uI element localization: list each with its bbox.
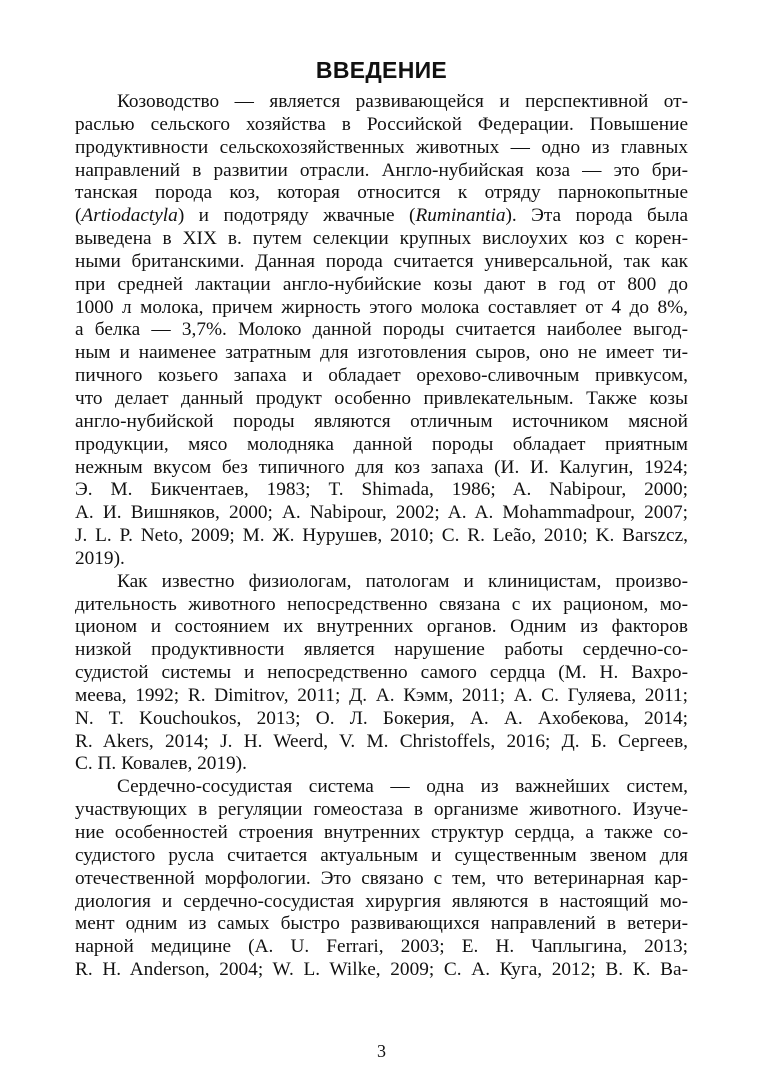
text-line-with-italics: (Artiodactyla) и подотряду жвачные (Ruminantia). Эта порода была <box>75 205 688 227</box>
text-line: продуктивности сельскохозяйственных животных — одно из главных <box>75 136 688 158</box>
text-line: ние особенностей строения внутренних структур сердца, а также со- <box>75 822 688 843</box>
text-line: участвующих в регуляции гомеостаза в организме животного. Изуче- <box>75 799 688 821</box>
latin-term: Artiodactyla <box>81 205 178 227</box>
text-line: А. И. Вишняков, 2000; A. Nabipour, 2002; A. A. Mohammadpour, 2007; <box>75 502 688 524</box>
text-line: танская порода коз, которая относится к отряду парнокопытные <box>75 182 688 204</box>
text-line: низкой продуктивности является нарушение работы сердечно-со- <box>75 639 688 661</box>
text-line: что делает данный продукт особенно привлекательным. Также козы <box>75 387 688 409</box>
text-line: Сердечно-сосудистая система — одна из важнейших систем, <box>117 776 688 798</box>
text-line: J. L. P. Neto, 2009; М. Ж. Нурушев, 2010; C. R. Leão, 2010; K. Barszcz, <box>75 525 688 547</box>
text-line: англо-нубийской породы являются отличным источником мясной <box>75 410 688 432</box>
text-line: при средней лактации англо-нубийские козы дают в год от 800 до <box>75 273 688 295</box>
paragraph-2 <box>75 571 688 777</box>
text-line: Козоводство — является развивающейся и перспективной от- <box>117 91 688 112</box>
text-line: раслью сельского хозяйства в Российской Федерации. Повышение <box>75 113 688 135</box>
text-line: Как известно физиологам, патологам и клиницистам, произво- <box>117 570 688 592</box>
text-line: выведена в XIX в. путем селекции крупных вислоухих коз с корен- <box>75 228 688 250</box>
text-line: 2019). <box>75 547 125 569</box>
text-line: С. П. Ковалев, 2019). <box>75 753 247 775</box>
text-line: направлений в развитии отрасли. Англо-нубийская коза — это бри- <box>75 159 688 181</box>
text-line: R. H. Anderson, 2004; W. L. Wilke, 2009; С. А. Куга, 2012; В. К. Ва- <box>75 959 688 981</box>
text-line: дительность животного непосредственно связана с их рационом, мо- <box>75 593 688 615</box>
text-line: ционом и состоянием их внутренних органов. Одним из факторов <box>75 616 688 638</box>
page-body <box>75 55 688 982</box>
paragraph-1 <box>75 91 688 571</box>
text-line: Э. М. Бикчентаев, 1983; T. Shimada, 1986; A. Nabipour, 2000; <box>75 479 688 501</box>
text-line: судистой системы и непосредственно самого сердца (М. Н. Вахро- <box>75 662 688 684</box>
text-line: нежным вкусом без типичного для коз запаха (И. И. Калугин, 1924; <box>75 456 688 478</box>
page-number: 3 <box>377 1041 386 1061</box>
latin-term: Ruminantia <box>415 205 506 227</box>
text-line: 1000 л молока, причем жирность этого молока составляет от 4 до 8%, <box>75 296 688 318</box>
text-line: нарной медицине (A. U. Ferrari, 2003; Е. Н. Чаплыгина, 2013; <box>75 936 688 958</box>
text-line: диология и сердечно-сосудистая хирургия являются в настоящий мо- <box>75 890 688 912</box>
text-line: мент одним из самых быстро развивающихся направлений в ветери- <box>75 913 688 935</box>
text-line: судистого русла считается актуальным и существенным звеном для <box>75 844 688 866</box>
text-line: отечественной морфологии. Это связано с тем, что ветеринарная кар- <box>75 867 688 889</box>
paragraph-3 <box>75 776 688 982</box>
text-line: ным и наименее затратным для изготовления сыров, оно не имеет ти- <box>75 342 688 364</box>
text-line: меева, 1992; R. Dimitrov, 2011; Д. А. Кэмм, 2011; А. С. Гуляева, 2011; <box>75 684 688 706</box>
text-line: а белка — 3,7%. Молоко данной породы считается наиболее выгод- <box>75 319 688 341</box>
text-line: N. T. Kouchoukos, 2013; О. Л. Бокерия, А. А. Ахобекова, 2014; <box>75 707 688 729</box>
text-line: пичного козьего запаха и обладает орехово-сливочным привкусом, <box>75 365 688 387</box>
text-line: ными британскими. Данная порода считается универсальной, так как <box>75 250 688 272</box>
page-title: ВВЕДЕНИЕ <box>315 57 448 83</box>
text-line: продукции, мясо молодняка данной породы обладает приятным <box>75 433 688 455</box>
text-line: R. Akers, 2014; J. H. Weerd, V. M. Christoffels, 2016; Д. Б. Сергеев, <box>75 730 688 752</box>
